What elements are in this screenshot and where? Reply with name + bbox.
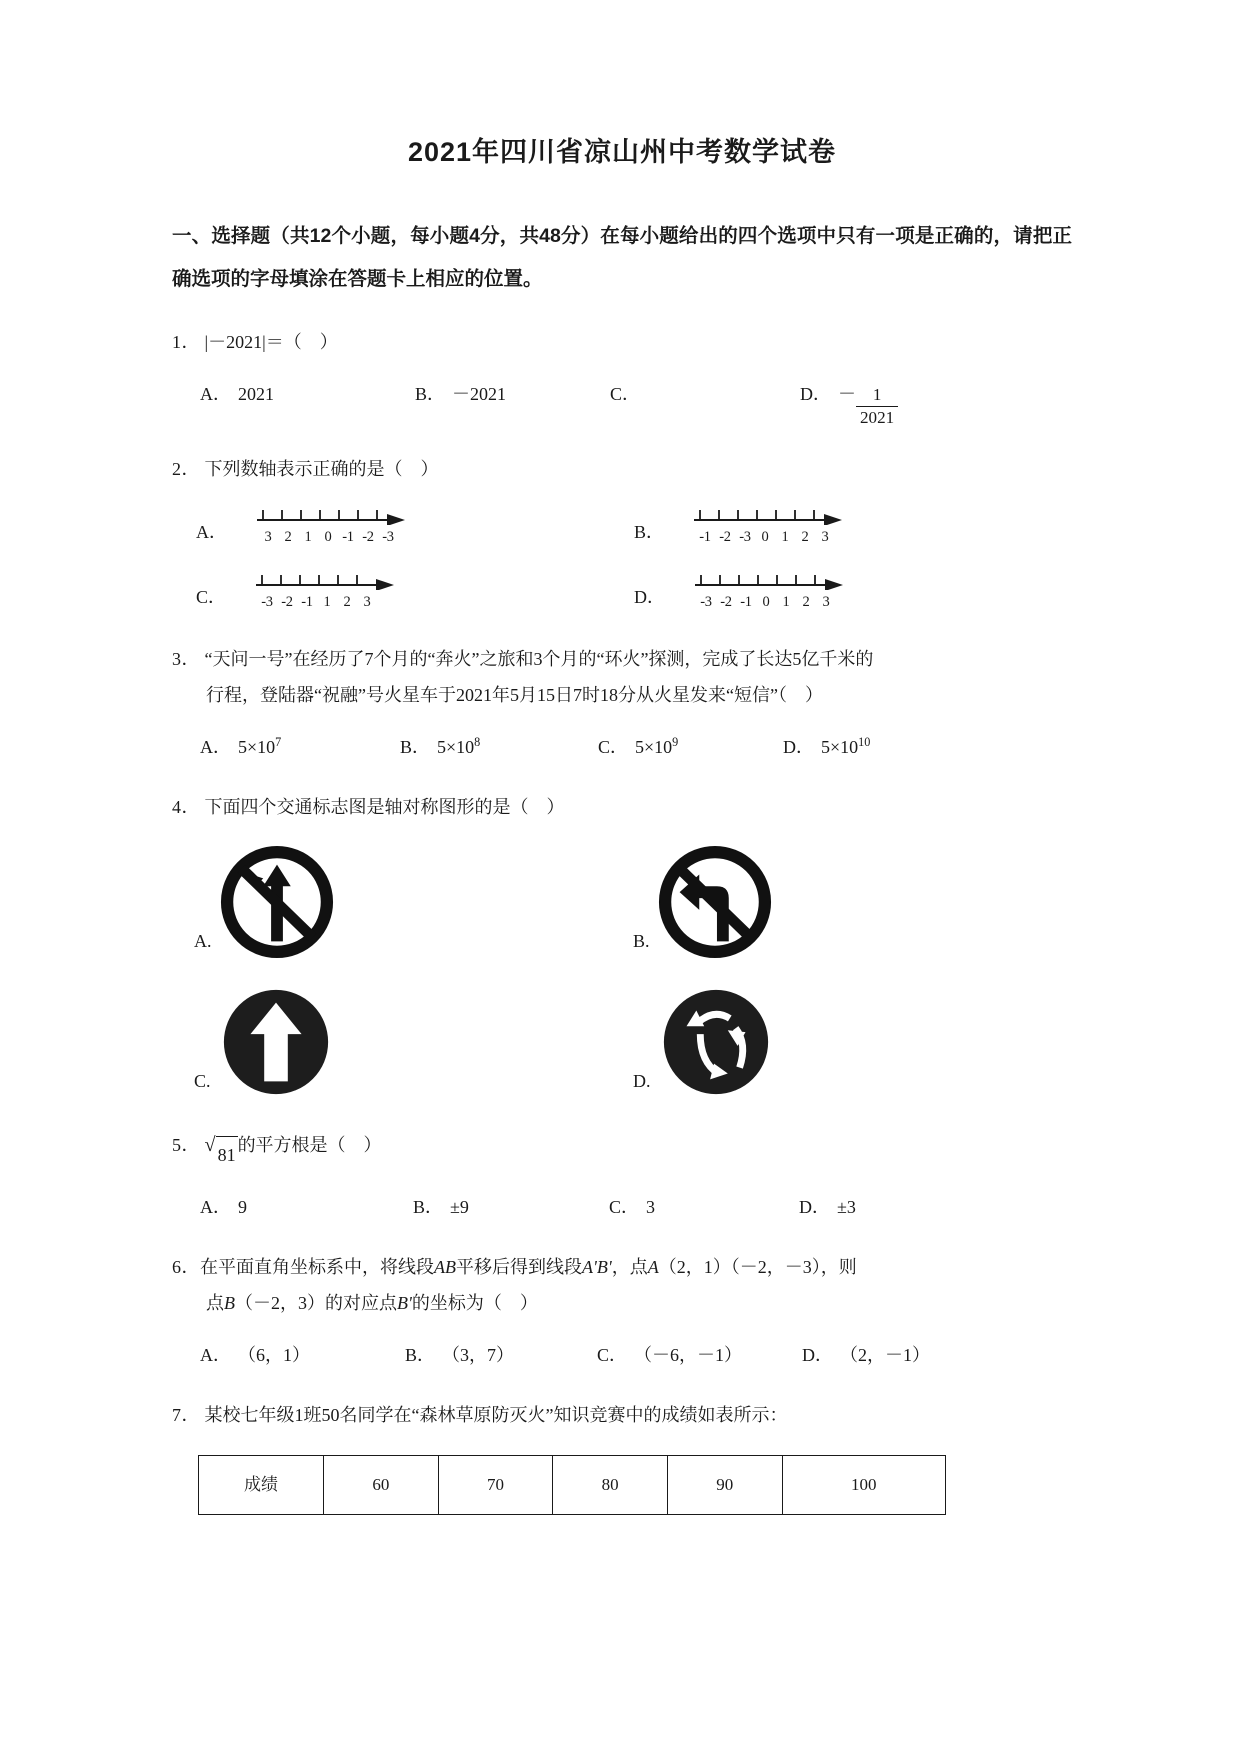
number-line-labels-d	[693, 588, 845, 617]
question-5-options	[172, 1189, 1072, 1225]
tick-label: -1	[740, 594, 752, 611]
point-a-label: A	[647, 1257, 659, 1278]
question-3-number: 3．	[172, 649, 200, 670]
question-1-option-b[interactable]	[415, 376, 610, 427]
point-b-label: B	[224, 1293, 235, 1314]
question-1-abs-close: |＝（ ）	[262, 332, 338, 352]
tick-label: 1	[323, 594, 331, 611]
tick-label: -2	[281, 594, 293, 611]
question-6-options	[172, 1337, 1072, 1373]
score-table	[198, 1455, 946, 1515]
question-5-option-a[interactable]	[200, 1189, 413, 1225]
tick-label: 2	[802, 594, 810, 611]
fraction-1-over-2021	[856, 385, 898, 427]
table-row-header: 成绩	[199, 1456, 324, 1515]
question-6-stem-line-1	[172, 1249, 1072, 1285]
question-4-number: 4．	[172, 797, 200, 818]
option-label: A．	[200, 737, 231, 758]
option-text: ±3	[837, 1197, 856, 1218]
tick-label: -1	[342, 529, 354, 546]
option-label: B．	[400, 737, 431, 758]
question-1-options	[172, 376, 1072, 427]
tick-label: 2	[343, 594, 351, 611]
question-5-option-b[interactable]	[413, 1189, 609, 1225]
tick-label: 2	[801, 529, 809, 546]
option-text: 9	[238, 1197, 247, 1218]
question-3-option-d[interactable]	[783, 729, 870, 765]
option-text: （2，－1）	[840, 1345, 930, 1366]
tick-label: 0	[762, 594, 770, 611]
tick-label: 1	[781, 529, 789, 546]
question-1-stem	[172, 324, 1072, 360]
tick-label: 0	[761, 529, 769, 546]
question-7-number: 7．	[172, 1405, 200, 1426]
question-4	[172, 789, 1072, 1103]
tick-label: -1	[699, 529, 711, 546]
question-2-options-row-2	[172, 570, 1072, 617]
number-line-axis-icon	[692, 505, 844, 525]
exponent: 10	[858, 735, 871, 750]
question-3-option-a[interactable]	[200, 729, 400, 765]
exponent: 9	[672, 735, 679, 750]
question-3-option-c[interactable]	[598, 729, 783, 765]
question-4-text: 下面四个交通标志图是轴对称图形的是（ ）	[204, 797, 565, 818]
option-text: （－6，－1）	[634, 1345, 743, 1366]
q6-t4: （2，1）（－2，－3），则	[658, 1257, 857, 1278]
question-3-option-b[interactable]	[400, 729, 598, 765]
tick-label: 3	[822, 594, 830, 611]
question-4-options-row-2	[172, 981, 1072, 1103]
question-1	[172, 324, 1072, 427]
page-title: 2021年四川省凉山州中考数学试卷	[407, 137, 837, 167]
exponent: 8	[474, 735, 481, 750]
question-6-option-c[interactable]	[597, 1337, 802, 1373]
question-3	[172, 641, 1072, 765]
question-1-value: －2021	[208, 332, 263, 352]
question-5-option-c[interactable]	[609, 1189, 799, 1225]
option-label: A.	[194, 931, 212, 952]
q6-t5: 点	[206, 1293, 224, 1314]
question-2-option-b[interactable]	[634, 505, 1072, 552]
number-line-figure-b	[692, 505, 844, 552]
tick-label: 3	[363, 594, 371, 611]
question-6-option-b[interactable]	[405, 1337, 597, 1373]
fraction-numerator: 1	[856, 385, 898, 407]
question-6-stem-line-2	[172, 1285, 1072, 1321]
q6-t3: ，点	[611, 1257, 648, 1278]
q6-t6: （－2，3）的对应点	[235, 1293, 397, 1314]
option-text: 2021	[238, 384, 274, 404]
option-label: B．	[405, 1345, 436, 1366]
option-label: C．	[196, 587, 227, 608]
question-7-text: 某校七年级1班50名同学在“森林草原防灭火”知识竞赛中的成绩如表所示：	[204, 1405, 788, 1426]
tick-label: 1	[782, 594, 790, 611]
question-4-option-d[interactable]	[633, 981, 1072, 1103]
table-cell: 60	[324, 1456, 439, 1515]
option-label: B．	[413, 1197, 444, 1218]
table-cell: 70	[438, 1456, 553, 1515]
question-2-text: 下列数轴表示正确的是（ ）	[204, 459, 439, 480]
segment-ab-label: AB	[434, 1257, 456, 1278]
question-3-stem-line-2: 行程，登陆器“祝融”号火星车于2021年5月15日7时18分从火星发来“短信”（ ）	[206, 685, 823, 706]
question-1-option-a[interactable]	[200, 376, 415, 427]
tick-label: -3	[261, 594, 273, 611]
table-cell: 80	[553, 1456, 668, 1515]
tick-label: 3	[264, 529, 272, 546]
option-text: （3，7）	[442, 1345, 515, 1366]
option-label: D．	[802, 1345, 833, 1366]
option-label: A．	[200, 1197, 231, 1218]
number-line-labels-c	[254, 588, 406, 617]
option-label: D．	[783, 737, 814, 758]
question-4-option-c[interactable]	[194, 981, 633, 1103]
exponent: 7	[275, 735, 282, 750]
tick-label: 1	[304, 529, 312, 546]
option-label: D．	[799, 1197, 830, 1218]
tick-label: -1	[301, 594, 313, 611]
square-root-expression	[205, 1135, 238, 1173]
tick-label: -3	[700, 594, 712, 611]
option-label: A．	[196, 522, 227, 543]
no-straight-or-left-turn-sign-icon	[218, 841, 336, 963]
option-text: －	[838, 384, 856, 404]
table-cell: 100	[782, 1456, 945, 1515]
section-heading: 一、选择题（共12个小题，每小题4分，共48分）在每小题给出的四个选项中只有一项是正确的，请把正确选项的字母填涂在答题卡上相应的位置。	[172, 225, 1072, 290]
option-label: D．	[800, 384, 831, 404]
segment-ab-prime-label: A'B'	[582, 1257, 612, 1278]
option-label: C．	[610, 384, 641, 404]
no-left-turn-sign-icon	[656, 841, 774, 963]
number-line-axis-icon	[255, 505, 407, 525]
question-2-number: 2．	[172, 459, 200, 480]
question-6-number: 6．	[172, 1257, 200, 1278]
question-6	[172, 1249, 1072, 1373]
question-2-option-d[interactable]	[634, 570, 1072, 617]
question-2-option-c[interactable]	[196, 570, 634, 617]
tick-label: -2	[719, 529, 731, 546]
tick-label: 2	[284, 529, 292, 546]
question-4-options-row-1	[172, 841, 1072, 963]
option-text: $5\times 10^9$	[635, 735, 679, 758]
radicand: 81	[216, 1136, 238, 1173]
tick-label: -2	[720, 594, 732, 611]
question-1-option-c[interactable]	[610, 376, 800, 427]
tick-label: -3	[382, 529, 394, 546]
question-2-stem	[172, 451, 1072, 487]
option-label: B．	[634, 522, 665, 543]
number-line-labels-b	[692, 523, 844, 552]
fraction-denominator: 2021	[860, 407, 895, 427]
question-2-options-row-1	[172, 505, 1072, 552]
option-label: C.	[194, 1071, 211, 1092]
number-line-figure-a	[255, 505, 407, 552]
option-text: $5\times 10^{10}$	[821, 735, 871, 758]
number-line-axis-icon	[254, 570, 406, 590]
tick-label: 3	[821, 529, 829, 546]
question-6-option-a[interactable]	[200, 1337, 405, 1373]
point-b-prime-label: B'	[397, 1293, 412, 1314]
option-label: C．	[598, 737, 629, 758]
option-label: C．	[597, 1345, 628, 1366]
question-5-text: 的平方根是（ ）	[237, 1135, 382, 1156]
q6-t7: 的坐标为（ ）	[411, 1293, 538, 1314]
table-cell: 90	[667, 1456, 782, 1515]
tick-label: -2	[362, 529, 374, 546]
option-label: B．	[415, 384, 446, 404]
question-3-stem-line-1	[172, 641, 1072, 677]
question-2	[172, 451, 1072, 617]
option-label: B.	[633, 931, 650, 952]
option-text: ±9	[450, 1197, 469, 1218]
option-text: （6，1）	[238, 1345, 310, 1366]
number-line-figure-c	[254, 570, 406, 617]
go-straight-only-sign-icon	[217, 981, 335, 1103]
question-5	[172, 1127, 1072, 1225]
option-label: D．	[634, 587, 665, 608]
option-text: －2021	[452, 384, 507, 404]
question-5-number: 5．	[172, 1135, 200, 1156]
question-5-option-d[interactable]	[799, 1189, 856, 1225]
question-3-text-1: “天问一号”在经历了7个月的“奔火”之旅和3个月的“环火”探测，完成了长达5亿千米的	[204, 649, 874, 670]
page-content	[172, 0, 1072, 1515]
q6-t2: 平移后得到线段	[456, 1257, 582, 1278]
tick-label: 0	[324, 529, 332, 546]
question-4-option-a[interactable]	[194, 841, 633, 963]
question-1-number: 1．	[172, 332, 200, 352]
q6-t1: 在平面直角坐标系中，将线段	[200, 1257, 434, 1278]
tick-label: -3	[739, 529, 751, 546]
question-3-options	[172, 729, 1072, 765]
question-4-option-b[interactable]	[633, 841, 1072, 963]
option-label: C．	[609, 1197, 640, 1218]
option-text: $5\times 10^7$	[238, 735, 282, 758]
option-label: D.	[633, 1071, 651, 1092]
number-line-labels-a	[255, 523, 407, 552]
question-2-option-a[interactable]	[196, 505, 634, 552]
question-4-stem	[172, 789, 1072, 825]
table-row	[199, 1456, 946, 1515]
number-line-figure-d	[693, 570, 845, 617]
roundabout-sign-icon	[657, 981, 775, 1103]
question-5-stem	[172, 1127, 1072, 1173]
option-label: A．	[200, 384, 231, 404]
question-7-stem	[172, 1397, 1072, 1433]
question-6-option-d[interactable]	[802, 1337, 930, 1373]
option-text: $5\times 10^8$	[437, 735, 481, 758]
number-line-axis-icon	[693, 570, 845, 590]
question-1-option-d[interactable]	[800, 376, 898, 427]
option-label: A．	[200, 1345, 231, 1366]
option-text: 3	[646, 1197, 656, 1218]
question-1-abs-open: |	[204, 332, 209, 352]
radical-sign-icon: √	[204, 1134, 216, 1157]
question-7	[172, 1397, 1072, 1515]
